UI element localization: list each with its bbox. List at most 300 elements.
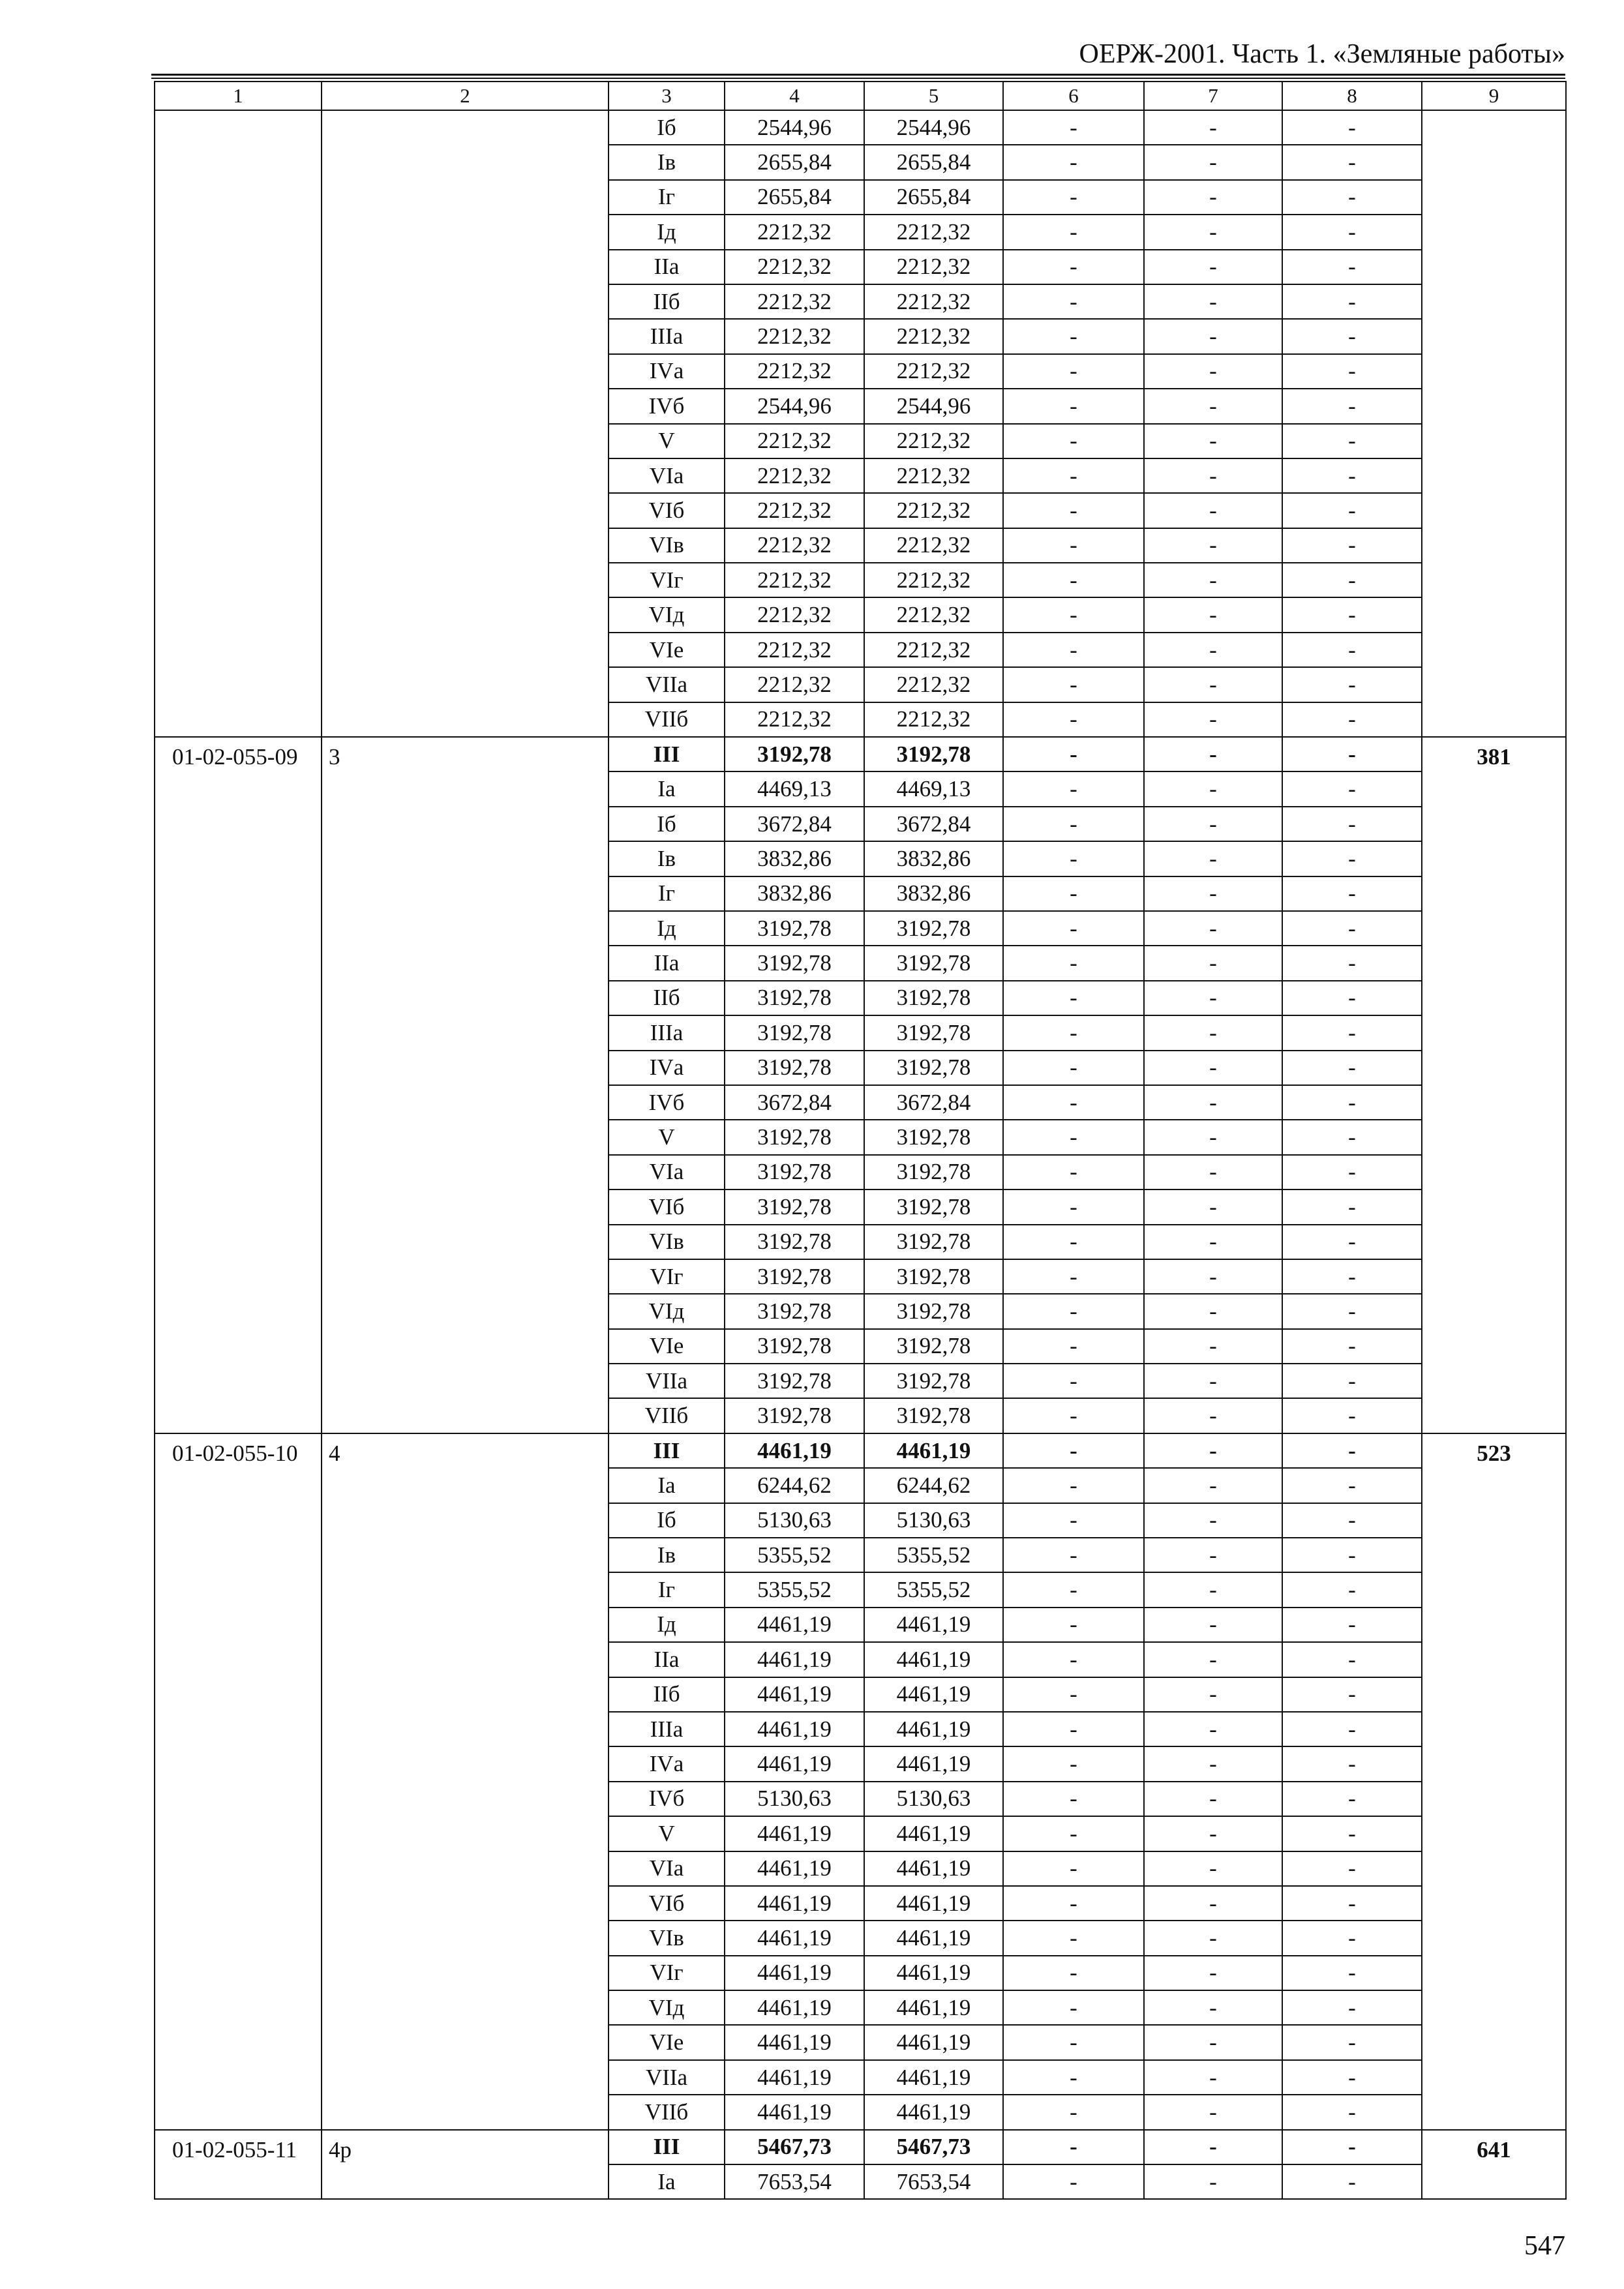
driver-wages-cell: - [1144,807,1282,841]
table-row [155,1433,1566,1468]
driver-wages-cell: - [1144,1677,1282,1712]
wages-cell: 3192,78 [864,1225,1003,1259]
machines-cell: - [1003,1189,1144,1224]
driver-wages-cell: - [1144,284,1282,319]
column-header: 6 [1003,82,1144,110]
wages-cell: 3832,86 [864,841,1003,876]
total-cost-cell: 3192,78 [725,1364,864,1398]
wages-cell: 4461,19 [864,1886,1003,1921]
materials-cell: - [1282,1085,1422,1120]
materials-cell: - [1282,1538,1422,1572]
machines-cell: - [1003,1921,1144,1955]
wages-cell: 2212,32 [864,528,1003,563]
total-cost-cell: 5467,73 [725,2130,864,2164]
machines-cell: - [1003,1608,1144,1642]
total-cost-cell: 3192,78 [725,737,864,771]
region-cell: VIб [609,1886,725,1921]
total-cost-cell: 3192,78 [725,911,864,946]
total-cost-cell: 3192,78 [725,981,864,1015]
machines-cell: - [1003,911,1144,946]
work-code-cell: 01-02-055-10 [155,1433,322,2130]
machines-cell: - [1003,1538,1144,1572]
machines-cell: - [1003,633,1144,667]
wages-cell: 4461,19 [864,1851,1003,1886]
driver-wages-cell: - [1144,1433,1282,1468]
region-cell: V [609,1120,725,1154]
machines-cell: - [1003,1085,1144,1120]
region-cell: VIд [609,1990,725,2025]
region-cell: VIе [609,2025,725,2059]
total-cost-cell: 4461,19 [725,1990,864,2025]
driver-wages-cell: - [1144,1329,1282,1364]
total-cost-cell: 2212,32 [725,215,864,249]
region-cell: VIIа [609,1364,725,1398]
total-cost-cell: 3192,78 [725,1051,864,1085]
header-rule-thin [151,78,1565,79]
machines-cell: - [1003,702,1144,737]
wages-cell: 3672,84 [864,807,1003,841]
wages-cell: 5130,63 [864,1782,1003,1816]
wages-cell: 3192,78 [864,1120,1003,1154]
machines-cell: - [1003,563,1144,597]
region-cell: IIа [609,946,725,980]
machines-cell: - [1003,493,1144,528]
materials-cell: - [1282,737,1422,771]
region-cell: Iг [609,876,725,911]
total-cost-cell: 2212,32 [725,563,864,597]
wages-cell: 3832,86 [864,876,1003,911]
driver-wages-cell: - [1144,2095,1282,2129]
wages-cell: 2212,32 [864,284,1003,319]
driver-wages-cell: - [1144,911,1282,946]
region-cell: IIб [609,1677,725,1712]
work-code-cell: 01-02-055-09 [155,737,322,1433]
materials-cell: - [1282,1051,1422,1085]
materials-cell: - [1282,2025,1422,2059]
materials-cell: - [1282,354,1422,389]
driver-wages-cell: - [1144,667,1282,702]
region-cell: VIг [609,1956,725,1990]
materials-cell: - [1282,145,1422,179]
total-cost-cell: 3192,78 [725,1155,864,1189]
driver-wages-cell: - [1144,981,1282,1015]
region-cell: IVа [609,1051,725,1085]
machines-cell: - [1003,319,1144,353]
driver-wages-cell: - [1144,876,1282,911]
materials-cell: - [1282,1398,1422,1433]
group-cell: 4р [322,2130,609,2200]
total-cost-cell: 2212,32 [725,458,864,493]
column-header: 2 [322,82,609,110]
machines-cell: - [1003,1851,1144,1886]
materials-cell: - [1282,1120,1422,1154]
total-cost-cell: 5130,63 [725,1782,864,1816]
table-row [155,2130,1566,2164]
machines-cell: - [1003,1712,1144,1746]
machines-cell: - [1003,981,1144,1015]
group-cell: 3 [322,737,609,1433]
region-cell: VIв [609,528,725,563]
machines-cell: - [1003,528,1144,563]
materials-cell: - [1282,597,1422,632]
driver-wages-cell: - [1144,1851,1282,1886]
total-cost-cell: 4461,19 [725,1956,864,1990]
materials-cell: - [1282,389,1422,423]
wages-cell: 3192,78 [864,1155,1003,1189]
machines-cell: - [1003,1746,1144,1781]
machines-cell: - [1003,1329,1144,1364]
region-cell: IVб [609,389,725,423]
materials-cell: - [1282,424,1422,458]
total-cost-cell: 4461,19 [725,1921,864,1955]
driver-wages-cell: - [1144,110,1282,145]
driver-wages-cell: - [1144,215,1282,249]
driver-wages-cell: - [1144,563,1282,597]
region-cell: VIIб [609,2095,725,2129]
total-cost-cell: 2655,84 [725,145,864,179]
driver-wages-cell: - [1144,1746,1282,1781]
total-cost-cell: 2212,32 [725,319,864,353]
driver-wages-cell: - [1144,458,1282,493]
machines-cell: - [1003,1956,1144,1990]
wages-cell: 2212,32 [864,424,1003,458]
driver-wages-cell: - [1144,1225,1282,1259]
wages-cell: 3192,78 [864,911,1003,946]
driver-wages-cell: - [1144,1782,1282,1816]
machines-cell: - [1003,458,1144,493]
materials-cell: - [1282,667,1422,702]
total-cost-cell: 3192,78 [725,1120,864,1154]
total-cost-cell: 6244,62 [725,1468,864,1503]
machines-cell: - [1003,250,1144,284]
total-cost-cell: 2212,32 [725,424,864,458]
machines-cell: - [1003,215,1144,249]
total-cost-cell: 4461,19 [725,1433,864,1468]
materials-cell: - [1282,493,1422,528]
materials-cell: - [1282,1956,1422,1990]
driver-wages-cell: - [1144,1015,1282,1050]
machines-cell: - [1003,354,1144,389]
machines-cell: - [1003,876,1144,911]
wages-cell: 5355,52 [864,1538,1003,1572]
machines-cell: - [1003,2164,1144,2199]
driver-wages-cell: - [1144,702,1282,737]
materials-cell: - [1282,1329,1422,1364]
total-cost-cell: 2212,32 [725,284,864,319]
wages-cell: 2212,32 [864,493,1003,528]
region-cell: IIа [609,250,725,284]
driver-wages-cell: - [1144,145,1282,179]
page-number: 547 [1524,2231,1565,2261]
machines-cell: - [1003,1886,1144,1921]
wages-cell: 4461,19 [864,2060,1003,2095]
wages-cell: 3672,84 [864,1085,1003,1120]
region-cell: IVа [609,354,725,389]
driver-wages-cell: - [1144,1886,1282,1921]
materials-cell: - [1282,1921,1422,1955]
driver-wages-cell: - [1144,2025,1282,2059]
machines-cell: - [1003,841,1144,876]
wages-cell: 4461,19 [864,2095,1003,2129]
wages-cell: 4461,19 [864,1990,1003,2025]
region-cell: IIб [609,981,725,1015]
total-cost-cell: 4469,13 [725,771,864,806]
driver-wages-cell: - [1144,1120,1282,1154]
machines-cell: - [1003,424,1144,458]
region-cell: IVб [609,1782,725,1816]
driver-wages-cell: - [1144,250,1282,284]
region-cell: Iв [609,841,725,876]
materials-cell: - [1282,946,1422,980]
driver-wages-cell: - [1144,1956,1282,1990]
wages-cell: 2544,96 [864,389,1003,423]
driver-wages-cell: - [1144,841,1282,876]
total-cost-cell: 2655,84 [725,180,864,215]
total-cost-cell: 3672,84 [725,807,864,841]
column-header: 8 [1282,82,1422,110]
materials-cell: - [1282,2130,1422,2164]
wages-cell: 3192,78 [864,1189,1003,1224]
driver-wages-cell: - [1144,1921,1282,1955]
machines-cell: - [1003,389,1144,423]
machines-cell: - [1003,1433,1144,1468]
region-cell: Iв [609,1538,725,1572]
total-cost-cell: 4461,19 [725,1608,864,1642]
wages-cell: 5355,52 [864,1572,1003,1607]
materials-cell: - [1282,528,1422,563]
total-cost-cell: 2212,32 [725,702,864,737]
materials-cell: - [1282,1259,1422,1294]
driver-wages-cell: - [1144,2060,1282,2095]
driver-wages-cell: - [1144,1398,1282,1433]
rates-table-container [154,81,1567,2200]
total-cost-cell: 4461,19 [725,1746,864,1781]
total-cost-cell: 3832,86 [725,876,864,911]
total-cost-cell: 4461,19 [725,1677,864,1712]
materials-cell: - [1282,1782,1422,1816]
wages-cell: 5130,63 [864,1503,1003,1538]
total-cost-cell: 3672,84 [725,1085,864,1120]
machines-cell: - [1003,1677,1144,1712]
machines-cell: - [1003,1015,1144,1050]
total-cost-cell: 3192,78 [725,1259,864,1294]
driver-wages-cell: - [1144,1155,1282,1189]
region-cell: VIа [609,1155,725,1189]
materials-cell: - [1282,110,1422,145]
total-cost-cell: 2544,96 [725,110,864,145]
wages-cell: 2212,32 [864,215,1003,249]
region-cell: IIIа [609,319,725,353]
total-cost-cell: 2544,96 [725,389,864,423]
region-cell: VIв [609,1225,725,1259]
materials-cell: - [1282,876,1422,911]
machines-cell: - [1003,1120,1144,1154]
materials-cell: - [1282,215,1422,249]
materials-cell: - [1282,807,1422,841]
total-cost-cell: 4461,19 [725,2025,864,2059]
machines-cell: - [1003,771,1144,806]
machines-cell: - [1003,737,1144,771]
region-cell: V [609,424,725,458]
total-cost-cell: 5355,52 [725,1538,864,1572]
materials-cell: - [1282,1433,1422,1468]
wages-cell: 2212,32 [864,667,1003,702]
total-cost-cell: 4461,19 [725,1851,864,1886]
machines-cell: - [1003,946,1144,980]
total-cost-cell: 2212,32 [725,667,864,702]
materials-cell: - [1282,1364,1422,1398]
region-cell: VIа [609,458,725,493]
driver-wages-cell: - [1144,1642,1282,1677]
region-cell: VIг [609,563,725,597]
total-cost-cell: 4461,19 [725,1712,864,1746]
group-cell: 4 [322,1433,609,2130]
wages-cell: 6244,62 [864,1468,1003,1503]
total-cost-cell: 4461,19 [725,1642,864,1677]
labor-cost-cell: 523 [1422,1433,1566,2130]
machines-cell: - [1003,1294,1144,1328]
region-cell: VIIа [609,667,725,702]
wages-cell: 4461,19 [864,1608,1003,1642]
wages-cell: 3192,78 [864,1051,1003,1085]
materials-cell: - [1282,633,1422,667]
column-header: 7 [1144,82,1282,110]
materials-cell: - [1282,250,1422,284]
machines-cell: - [1003,1990,1144,2025]
machines-cell: - [1003,1259,1144,1294]
wages-cell: 4469,13 [864,771,1003,806]
region-cell: IIIа [609,1015,725,1050]
materials-cell: - [1282,1294,1422,1328]
machines-cell: - [1003,1364,1144,1398]
region-cell: Iд [609,1608,725,1642]
region-cell: VIе [609,633,725,667]
region-cell: IVа [609,1746,725,1781]
labor-cost-cell: 381 [1422,737,1566,1433]
materials-cell: - [1282,2095,1422,2129]
materials-cell: - [1282,1886,1422,1921]
machines-cell: - [1003,1503,1144,1538]
wages-cell: 3192,78 [864,1398,1003,1433]
wages-cell: 3192,78 [864,981,1003,1015]
region-cell: IIб [609,284,725,319]
materials-cell: - [1282,1712,1422,1746]
region-cell: VIв [609,1921,725,1955]
driver-wages-cell: - [1144,597,1282,632]
region-cell: IIIа [609,1712,725,1746]
materials-cell: - [1282,1503,1422,1538]
machines-cell: - [1003,1225,1144,1259]
machines-cell: - [1003,110,1144,145]
driver-wages-cell: - [1144,1816,1282,1851]
region-cell: VIе [609,1329,725,1364]
region-cell: Iа [609,2164,725,2199]
machines-cell: - [1003,807,1144,841]
materials-cell: - [1282,563,1422,597]
driver-wages-cell: - [1144,1051,1282,1085]
wages-cell: 3192,78 [864,1015,1003,1050]
driver-wages-cell: - [1144,771,1282,806]
region-cell: Iд [609,215,725,249]
wages-cell: 4461,19 [864,1746,1003,1781]
machines-cell: - [1003,2060,1144,2095]
machines-cell: - [1003,2025,1144,2059]
wages-cell: 2212,32 [864,319,1003,353]
driver-wages-cell: - [1144,1085,1282,1120]
region-cell: Iа [609,1468,725,1503]
total-cost-cell: 2212,32 [725,354,864,389]
machines-cell: - [1003,2130,1144,2164]
wages-cell: 2655,84 [864,180,1003,215]
driver-wages-cell: - [1144,1572,1282,1607]
wages-cell: 4461,19 [864,1921,1003,1955]
driver-wages-cell: - [1144,354,1282,389]
machines-cell: - [1003,667,1144,702]
total-cost-cell: 7653,54 [725,2164,864,2199]
column-header: 5 [864,82,1003,110]
driver-wages-cell: - [1144,1189,1282,1224]
total-cost-cell: 3192,78 [725,1294,864,1328]
region-cell: III [609,1433,725,1468]
materials-cell: - [1282,319,1422,353]
wages-cell: 3192,78 [864,1259,1003,1294]
region-cell: VIб [609,493,725,528]
machines-cell: - [1003,597,1144,632]
total-cost-cell: 3832,86 [725,841,864,876]
driver-wages-cell: - [1144,2164,1282,2199]
wages-cell: 4461,19 [864,2025,1003,2059]
wages-cell: 5467,73 [864,2130,1003,2164]
materials-cell: - [1282,1677,1422,1712]
machines-cell: - [1003,284,1144,319]
work-code-cell [155,110,322,737]
region-cell: VIг [609,1259,725,1294]
wages-cell: 4461,19 [864,1642,1003,1677]
region-cell: VIа [609,1851,725,1886]
driver-wages-cell: - [1144,319,1282,353]
machines-cell: - [1003,1051,1144,1085]
materials-cell: - [1282,1015,1422,1050]
wages-cell: 3192,78 [864,1329,1003,1364]
wages-cell: 3192,78 [864,737,1003,771]
driver-wages-cell: - [1144,633,1282,667]
machines-cell: - [1003,1398,1144,1433]
wages-cell: 3192,78 [864,946,1003,980]
table-row [155,110,1566,145]
materials-cell: - [1282,180,1422,215]
total-cost-cell: 2212,32 [725,597,864,632]
machines-cell: - [1003,1642,1144,1677]
region-cell: Iг [609,1572,725,1607]
wages-cell: 2655,84 [864,145,1003,179]
region-cell: VIб [609,1189,725,1224]
region-cell: VIIб [609,1398,725,1433]
region-cell: VIIб [609,702,725,737]
wages-cell: 2212,32 [864,250,1003,284]
total-cost-cell: 4461,19 [725,1886,864,1921]
wages-cell: 2212,32 [864,354,1003,389]
wages-cell: 2212,32 [864,702,1003,737]
materials-cell: - [1282,1189,1422,1224]
materials-cell: - [1282,2164,1422,2199]
materials-cell: - [1282,1746,1422,1781]
wages-cell: 4461,19 [864,1956,1003,1990]
materials-cell: - [1282,1468,1422,1503]
total-cost-cell: 4461,19 [725,1816,864,1851]
total-cost-cell: 3192,78 [725,1189,864,1224]
materials-cell: - [1282,771,1422,806]
machines-cell: - [1003,180,1144,215]
